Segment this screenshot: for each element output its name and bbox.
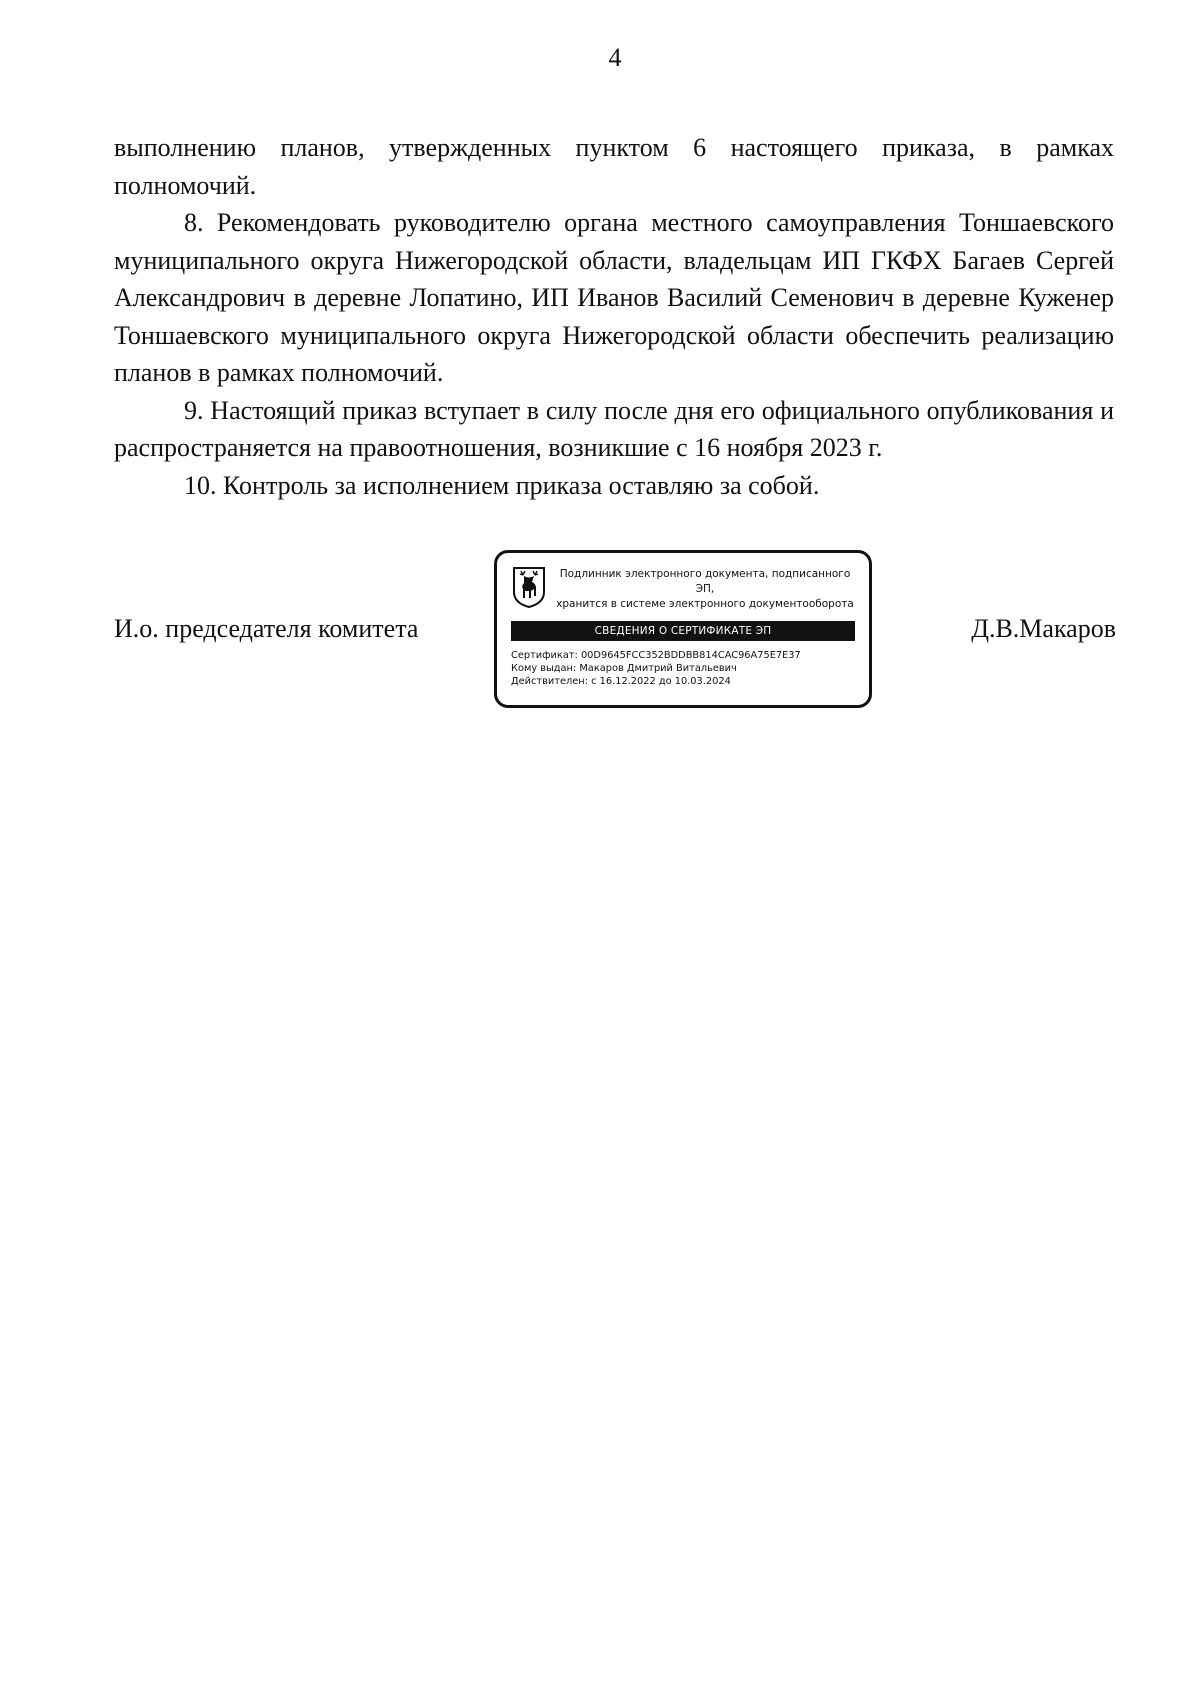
stamp-header-line: хранится в системе электронного документооборота bbox=[556, 598, 854, 610]
paragraph-item-8: 8. Рекомендовать руководителю органа местного самоуправления Тоншаевского муниципального округа Нижегородской области, владельцам ИП ГКФХ Багаев Сергей Александрович в деревне Лопатино, ИП Иванов Василий Семенович в деревне Куженер Тоншаевского муниципального округа Нижегородской области обеспечить реализацию планов в рамках полномочий. bbox=[114, 208, 1114, 387]
stamp-certificate-details bbox=[511, 649, 861, 688]
electronic-signature-stamp bbox=[494, 550, 872, 708]
certificate-number: Сертификат: 00D9645FCC352BDDBB814CAC96A75E7E37 bbox=[511, 650, 801, 661]
page-number: 4 bbox=[608, 43, 622, 72]
certificate-owner: Кому выдан: Макаров Дмитрий Витальевич bbox=[511, 663, 737, 674]
paragraph-item-10: 10. Контроль за исполнением приказа оставляю за собой. bbox=[184, 470, 820, 500]
signer-name: Д.В.Макаров bbox=[971, 614, 1116, 643]
stamp-header bbox=[555, 567, 855, 612]
paragraph-continuation: выполнению планов, утвержденных пунктом 6 настоящего приказа, в рамках полномочий. bbox=[114, 133, 1114, 200]
stamp-header-line: Подлинник электронного документа, подписанного ЭП, bbox=[559, 568, 851, 595]
certificate-validity: Действителен: с 16.12.2022 до 10.03.2024 bbox=[511, 676, 731, 687]
signer-title: И.о. председателя комитета bbox=[114, 614, 419, 643]
deer-emblem-icon bbox=[511, 565, 547, 609]
stamp-certificate-bar: СВЕДЕНИЯ О СЕРТИФИКАТЕ ЭП bbox=[511, 621, 855, 641]
document-body bbox=[114, 129, 1114, 504]
paragraph-item-9: 9. Настоящий приказ вступает в силу после дня его официального опубликования и распространяется на правоотношения, возникшие с 16 ноября 2023 г. bbox=[114, 395, 1114, 462]
